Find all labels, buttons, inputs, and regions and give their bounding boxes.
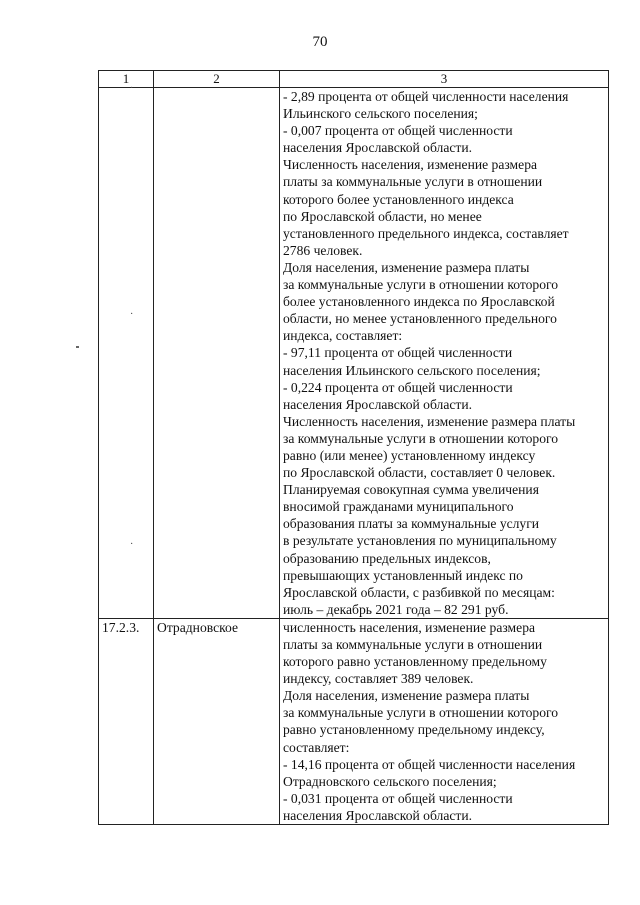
text-line: Доля населения, изменение размера платы xyxy=(283,688,530,704)
table-row xyxy=(99,88,609,619)
text-line: Отрадновского сельского поселения; xyxy=(283,773,497,789)
text-line: населения Ярославской области. xyxy=(283,396,473,412)
text-line: - 0,031 процента от общей численности xyxy=(283,790,513,806)
text-line: численность населения, изменение размера xyxy=(283,619,536,635)
text-line: - 2,89 процента от общей численности населения xyxy=(283,89,569,104)
table-row xyxy=(99,618,609,824)
column-header-3: 3 xyxy=(280,71,609,88)
municipality-cell xyxy=(154,88,280,619)
text-line: платы за коммунальные услуги в отношении xyxy=(283,174,543,190)
text-line: населения Ярославской области. xyxy=(283,807,473,823)
text-line: Ярославской области, с разбивкой по месяцам: xyxy=(283,584,555,600)
text-line: по Ярославской области, но менее xyxy=(283,208,482,224)
text-line: равно установленному предельному индексу, xyxy=(283,722,545,738)
header-row xyxy=(99,71,609,88)
text-line: за коммунальные услуги в отношении которого xyxy=(283,277,559,293)
text-line: за коммунальные услуги в отношении которого xyxy=(283,430,559,446)
text-line: Ильинского сельского поселения; xyxy=(283,106,478,122)
text-line: по Ярославской области, составляет 0 человек. xyxy=(283,465,556,481)
text-line: - 0,224 процента от общей численности xyxy=(283,379,513,395)
scan-dot: · xyxy=(130,83,134,94)
text-line: населения Ярославской области. xyxy=(283,140,473,156)
text-line: установленного предельного индекса, составляет xyxy=(283,225,569,241)
text-line: индексу, составляет 389 человек. xyxy=(283,671,474,687)
page-number: 70 xyxy=(312,34,328,50)
column-header-1: 1 xyxy=(99,71,154,88)
text-line: 2786 человек. xyxy=(283,242,363,258)
item-number: 17.2.3. xyxy=(102,619,140,635)
text-line: - 0,007 процента от общей численности xyxy=(283,123,513,139)
description-cell xyxy=(280,618,609,824)
scan-artifact xyxy=(76,346,79,348)
item-number-cell xyxy=(99,83,154,619)
municipality-cell xyxy=(154,618,280,824)
text-line: Численность населения, изменение размера платы xyxy=(283,413,576,429)
item-number-cell xyxy=(99,618,154,824)
municipality-name: Отрадновское xyxy=(157,619,239,635)
text-line: равно (или менее) установленному индексу xyxy=(283,447,536,463)
text-line: Доля населения, изменение размера платы xyxy=(283,259,530,275)
text-line: образованию предельных индексов, xyxy=(283,550,491,566)
text-line: - 97,11 процента от общей численности xyxy=(283,345,513,361)
text-line: Численность населения, изменение размера xyxy=(283,157,538,173)
description-cell xyxy=(280,88,609,619)
text-line: платы за коммунальные услуги в отношении xyxy=(283,637,543,652)
text-line: превышающих установленный индекс по xyxy=(283,567,523,583)
text-line: в результате установления по муниципальному xyxy=(283,533,557,549)
text-line: июль – декабрь 2021 года – 82 291 руб. xyxy=(283,601,509,617)
scan-dot: · xyxy=(130,539,134,550)
text-line: Планируемая совокупная сумма увеличения xyxy=(283,482,539,498)
document-table xyxy=(98,70,609,825)
text-line: более установленного индекса по Ярославской xyxy=(283,294,555,310)
text-line: которого равно установленному предельному xyxy=(283,654,547,670)
text-line: за коммунальные услуги в отношении которого xyxy=(283,705,559,721)
text-line: вносимой гражданами муниципального xyxy=(283,499,514,515)
scan-dot: · xyxy=(130,309,134,320)
text-line: образования платы за коммунальные услуги xyxy=(283,516,540,532)
text-line: - 14,16 процента от общей численности населения xyxy=(283,756,576,772)
text-line: индекса, составляет: xyxy=(283,328,403,344)
text-line: населения Ильинского сельского поселения; xyxy=(283,362,541,378)
column-header-2: 2 xyxy=(154,71,280,88)
text-line: составляет: xyxy=(283,739,350,755)
text-line: которого более установленного индекса xyxy=(283,191,514,207)
text-line: области, но менее установленного предельного xyxy=(283,311,557,327)
